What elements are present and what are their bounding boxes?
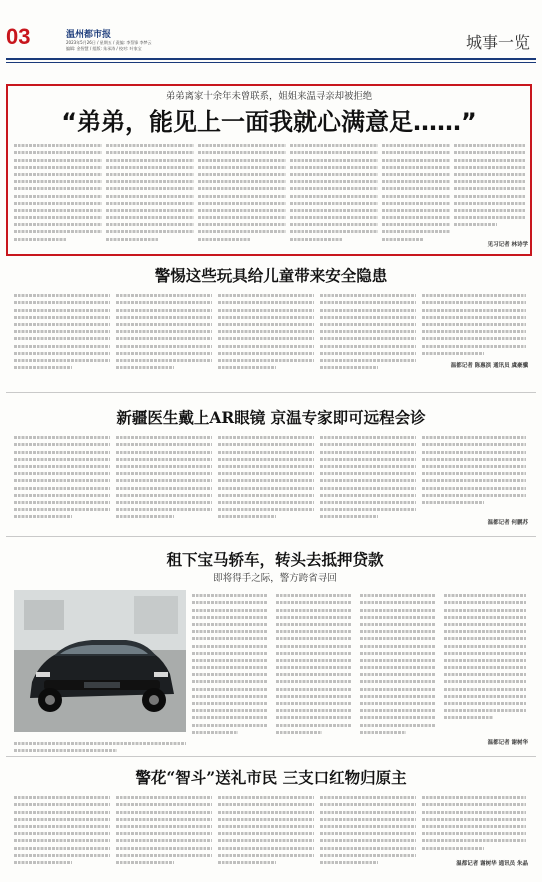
article2-headline: 警惕这些玩具给儿童带来安全隐患: [154, 266, 388, 285]
car-illustration: [14, 590, 186, 732]
article2-col-5: [422, 290, 526, 359]
article4-byline: 温都记者 谢树华: [487, 740, 528, 746]
masthead-meta-1: 2023年5月26日 / 星期五 / 责编: 李蔡锋 李梦云: [66, 40, 152, 45]
article3-byline: 温都记者 何鹏苏: [487, 520, 528, 526]
car-photo: [14, 590, 186, 732]
divider-2: [6, 536, 536, 537]
masthead-meta-2: 编辑: 金智慧 / 组版: 朱承涛 / 校对: 叶家宝: [66, 46, 142, 51]
article1-kicker: 弟弟离家十余年未曾联系，姐姐来温寻亲却被拒绝: [165, 91, 373, 102]
article5-col-3: [218, 792, 314, 868]
article2-col-1: [14, 290, 110, 373]
divider-1: [6, 392, 536, 393]
article1-col-3: [198, 140, 286, 245]
masthead-rule: [6, 58, 536, 60]
article4-subheadline: 即将得手之际，警方跨省寻回: [213, 573, 337, 584]
page-number: 03: [6, 24, 31, 49]
article4-body: [192, 590, 526, 750]
article1-col-2: [106, 140, 194, 245]
article1-body: [14, 140, 526, 250]
article3-col-1: [14, 432, 110, 522]
article5-headline: 警花“智斗”送礼市民 三支口红物归原主: [135, 768, 407, 787]
article4-col-1: [192, 590, 268, 738]
article5-col-5: [422, 792, 526, 854]
article1-headline: “弟弟，能见上一面我就心满意足……”: [61, 108, 477, 136]
article1-byline: 见习记者 林诗学: [487, 242, 528, 248]
article4-col-2: [276, 590, 352, 738]
article4-headline: 租下宝马轿车，转头去抵押贷款: [166, 550, 384, 569]
article4-body-lower: [14, 738, 186, 757]
article2-col-3: [218, 290, 314, 373]
article3-headline: 新疆医生戴上AR眼镜 京温专家即可远程会诊: [116, 408, 426, 427]
article3-col-5: [422, 432, 526, 508]
article1-col-5: [382, 140, 450, 245]
article5-col-1: [14, 792, 110, 868]
article2-byline: 温都记者 陈惠滨 通讯员 虞豪骥: [450, 363, 528, 369]
article3-col-2: [116, 432, 212, 522]
section-title: 城事一览: [465, 33, 530, 52]
article4-col-3: [360, 590, 436, 738]
divider-3: [6, 756, 536, 757]
article5-byline: 温都记者 谢树华 通讯员 朱晶: [456, 861, 528, 867]
article3-col-4: [320, 432, 416, 522]
article2-col-2: [116, 290, 212, 373]
article5-col-4: [320, 792, 416, 868]
article1-col-1: [14, 140, 102, 245]
article5-col-2: [116, 792, 212, 868]
masthead-rule-thin: [6, 62, 536, 63]
article3-col-3: [218, 432, 314, 522]
article4-col-4: [444, 590, 526, 724]
paper-name: 温州都市报: [66, 29, 112, 39]
article2-col-4: [320, 290, 416, 373]
article1-col-6: [454, 140, 526, 230]
article3-body: [14, 432, 526, 528]
article1-col-4: [290, 140, 378, 245]
